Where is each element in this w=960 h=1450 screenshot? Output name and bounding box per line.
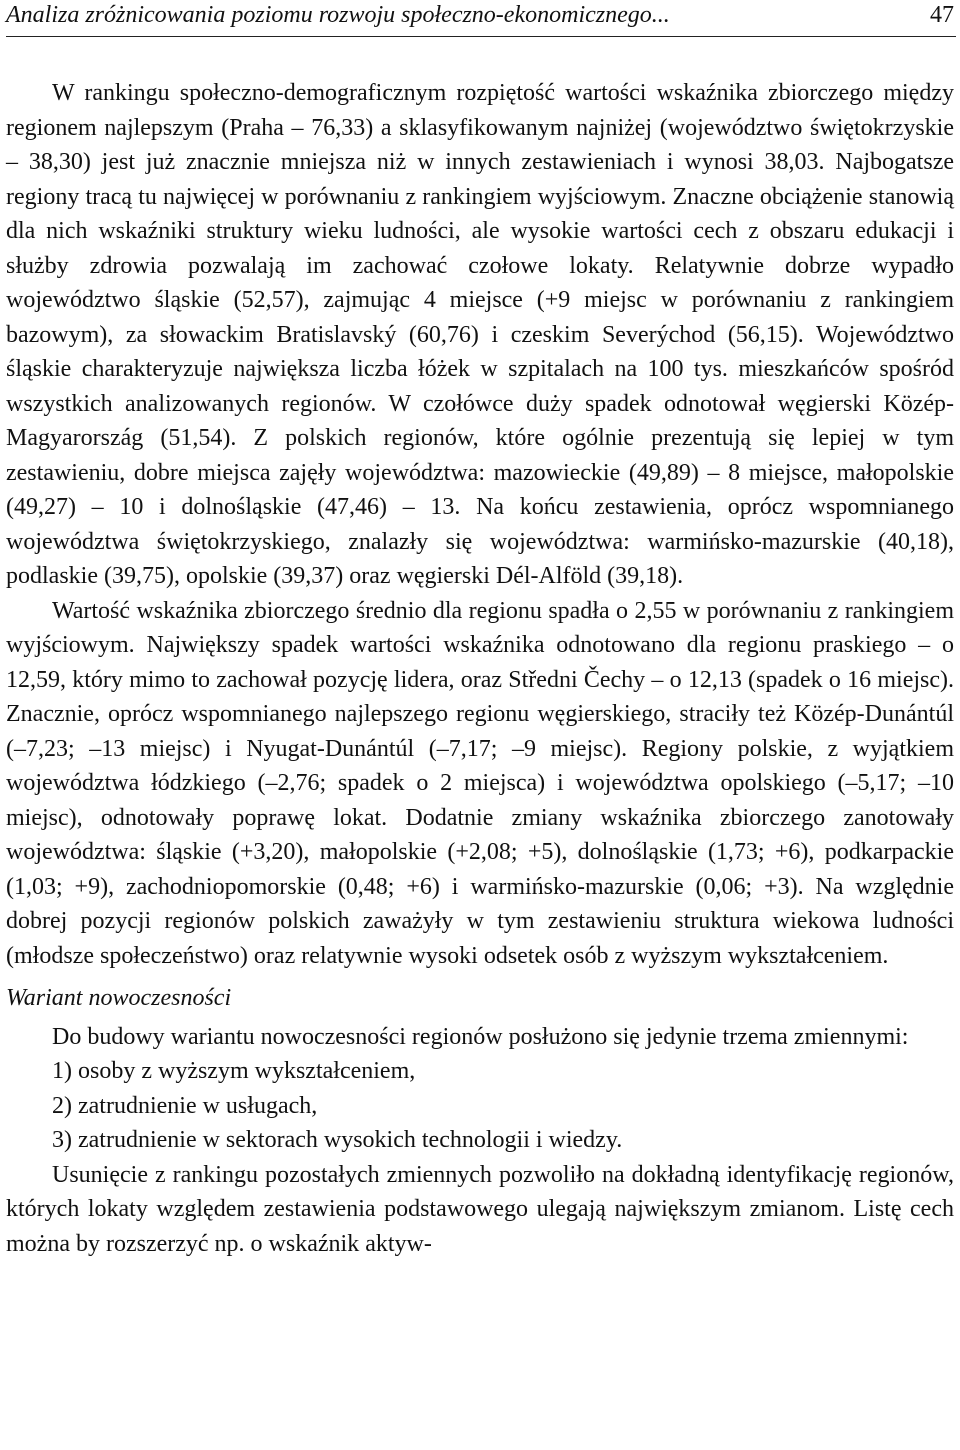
page-number: 47 [930,2,954,28]
section-heading: Wariant nowoczesności [6,985,232,1011]
paragraph: Usunięcie z rankingu pozostałych zmiennych pozwoliło na dokładną identyfikację regionów, których lokaty względem zestawienia podstawowego ulegają największym zmianom. Listę cech można by rozszerzyć np. o wskaźnik aktyw- [6,1161,954,1257]
paragraph: W rankingu społeczno-demograficznym rozpiętość wartości wskaźnika zbiorczego między regionem najlepszym (Praha – 76,33) a sklasyfikowanym najniżej (województwo świętokrzyskie – 38,30) jest już znacznie mniejsza niż w innych zestawieniach i wynosi 38,03. Najbogatsze regiony tracą tu najwięcej w porównaniu z rankingiem wyjściowym. Znaczne obciążenie stanowią dla nich wskaźniki struktury wieku ludności, ale wysokie wartości cech z obszaru edukacji i służby zdrowia pozwalają im zachować czołowe lokaty. Relatywnie dobrze wypadło województwo śląskie (52,57), zajmując 4 miejsce (+9 miejsc w porównaniu z rankingiem bazowym), za słowackim Bratislavský (60,76) i czeskim Severýchod (56,15). Województwo śląskie charakteryzuje największa liczba łóżek w szpitalach na 100 tys. mieszkańców spośród wszystkich analizowanych regionów. W czołówce duży spadek odnotował węgierski Közép-Magyarország (51,54). Z polskich regionów, które ogólnie prezentują się lepiej w tym zestawieniu, dobre miejsca zajęły województwa: mazowieckie (49,89) – 8 miejsce, małopolskie (49,27) – 10 i dolnośląskie (47,46) – 13. Na końcu zestawienia, oprócz wspomnianego województwa świętokrzyskiego, znalazły się województwa: warmińsko-mazurskie (40,18), podlaskie (39,75), opolskie (39,37) oraz węgierski Dél-Alföld (39,18). [6,80,954,589]
list-item: 2) zatrudnienie w usługach, [52,1092,318,1119]
running-header-title: Analiza zróżnicowania poziomu rozwoju społeczno-ekonomicznego... [6,2,670,28]
list-item: 3) zatrudnienie w sektorach wysokich technologii i wiedzy. [52,1127,623,1153]
section-intro: Do budowy wariantu nowoczesności regionów posłużono się jedynie trzema zmiennymi: [52,1023,909,1050]
body-text [6,76,954,1261]
running-header [6,0,956,37]
paragraph: Wartość wskaźnika zbiorczego średnio dla regionu spadła o 2,55 w porównaniu z rankingiem wyjściowym. Największy spadek wartości wskaźnika odnotowano dla regionu praskiego – o 12,59, który mimo to zachował pozycję lidera, oraz Středni Čechy – o 12,13 (spadek o 16 miejsc). Znacznie, oprócz wspomnianego najlepszego regionu węgierskiego, straciły też Közép-Dunántúl (–7,23; –13 miejsc) i Nyugat-Dunántúl (–7,17; –9 miejsc). Regiony polskie, z wyjątkiem województwa łódzkiego (–2,76; spadek o 2 miejsca) i województwa opolskiego (–5,17; –10 miejsc), odnotowały poprawę lokat. Dodatnie zmiany wskaźnika zbiorczego zanotowały województwa: śląskie (+3,20), małopolskie (+2,08; +5), dolnośląskie (1,73; +6), podkarpackie (1,03; +9), zachodniopomorskie (0,48; +6) i warmińsko-mazurskie (0,06; +3). Na względnie dobrej pozycji regionów polskich zaważyły w tym zestawieniu struktura wiekowa ludności (młodsze społeczeństwo) oraz relatywnie wysoki odsetek osób z wyższym wykształceniem. [6,597,954,969]
list-item: 1) osoby z wyższym wykształceniem, [52,1058,416,1084]
